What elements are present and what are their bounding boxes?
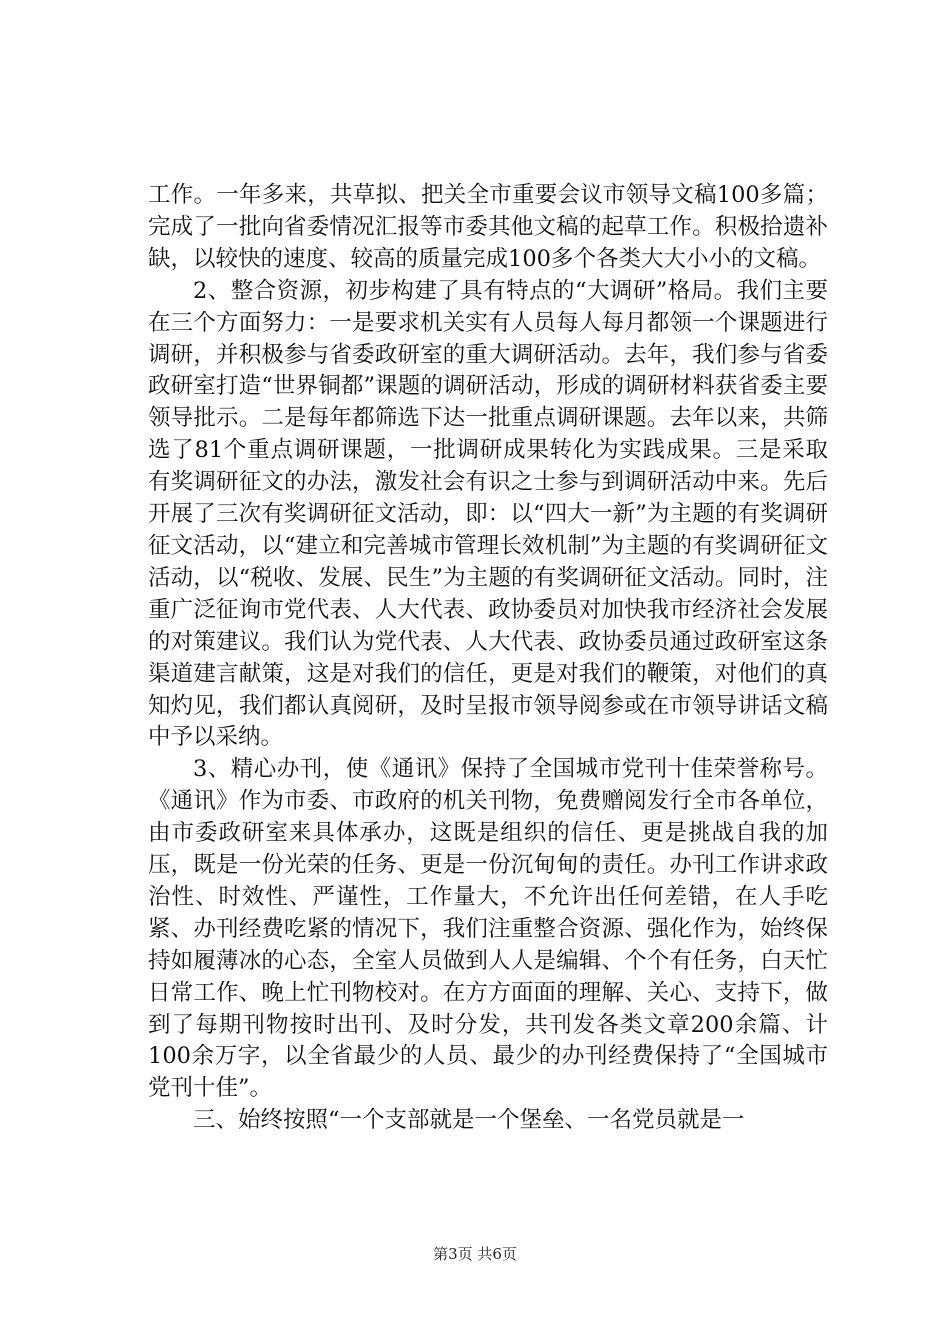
paragraph-section-three: 三、始终按照“一个支部就是一个堡垒、一名党员就是一 [193, 1107, 745, 1134]
paragraph-continuation: 工作。一年多来，共草拟、把关全市重要会议市领导文稿100多篇；完成了一批向省委情况汇报等市委其他文稿的起草工作。积极拾遗补缺，以较快的速度、较高的质量完成100多个各类大大小小的文稿。 [148, 182, 828, 272]
document-body [148, 180, 828, 1137]
paragraph-research-layout: 2、整合资源，初步构建了具有特点的“大调研”格局。我们主要在三个方面努力：一是要求机关实有人员每人每月都领一个课题进行调研，并积极参与省委政研室的重大调研活动。去年，我们参与省委政研室打造“世界铜都”课题的调研活动，形成的调研材料获省委主要领导批示。二是每年都筛选下达一批重点调研课题。去年以来，共筛选了81个重点调研课题，一批调研成果转化为实践成果。三是采取有奖调研征文的办法，激发社会有识之士参与到调研活动中来。先后开展了三次有奖调研征文活动，即：以“四大一新”为主题的有奖调研征文活动，以“建立和完善城市管理长效机制”为主题的有奖调研征文活动，以“税收、发展、民生”为主题的有奖调研征文活动。同时，注重广泛征询市党代表、人大代表、政协委员对加快我市经济社会发展的对策建议。我们认为党代表、人大代表、政协委员通过政研室这条渠道建言献策，这是对我们的信任，更是对我们的鞭策，对他们的真知灼见，我们都认真阅研，及时呈报市领导阅参或在市领导讲话文稿中予以采纳。 [148, 277, 828, 751]
page-number-footer: 第3页 共6页 [433, 1245, 517, 1263]
paragraph-journal: 3、精心办刊，使《通讯》保持了全国城市党刊十佳荣誉称号。《通讯》作为市委、市政府的机关刊物，免费赠阅发行全市各单位，由市委政研室来具体承办，这既是组织的信任、更是挑战自我的加压，既是一份光荣的任务、更是一份沉甸甸的责任。办刊工作讲求政治性、时效性、严谨性，工作量大，不允许出任何差错，在人手吃紧、办刊经费吃紧的情况下，我们注重整合资源、强化作为，始终保持如履薄冰的心态，全室人员做到人人是编辑、个个有任务，白天忙日常工作、晚上忙刊物校对。在方方面面的理解、关心、支持下，做到了每期刊物按时出刊、及时分发，共刊发各类文章200余篇、计100余万字，以全省最少的人员、最少的办刊经费保持了“全国城市党刊十佳”。 [148, 756, 828, 1102]
